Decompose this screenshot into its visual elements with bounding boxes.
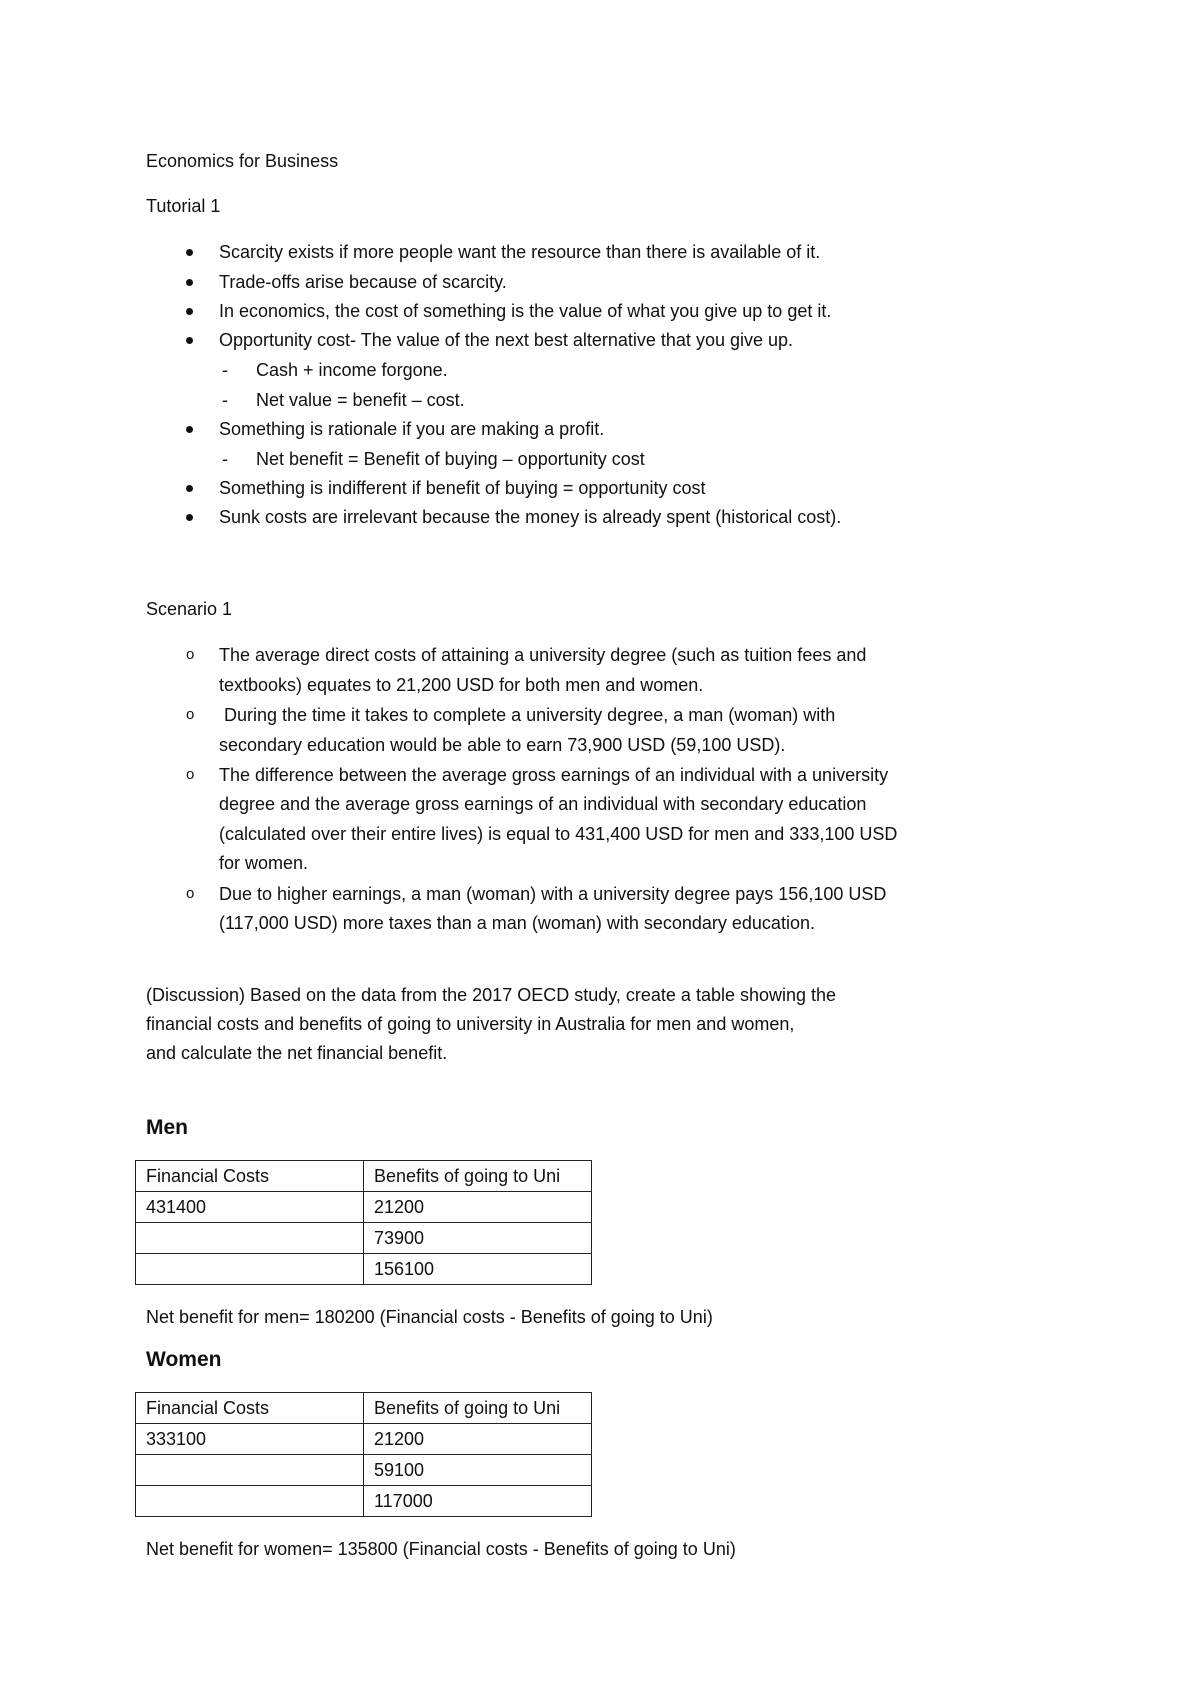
document-page: Economics for Business Tutorial 1 Scarcity exists if more people want the resource than there is available of it. Trade-offs arise because of scarcity. In economics, the cost of something is the value of what you give up to get it. Opportunity cost- The value of the next best alternative that you give up. - Cash + income forgone. - Net value = benefit – cost. Something is rationale if you are making a profit. - Net benefit = Benefit of buying – opportunity cost Something is indifferent if benefit of buying = opportunity cost Sunk costs are irrelevant because the money is already spent (historical cost). Scenario 1 o The average direct costs of attaining a university degree (such as tuition fees and textbooks) equates to 21,200 USD for both men and women. o During the time it takes to complete a university degree, a man (woman) with secondary education would be able to earn 73,900 USD (59,100 USD). o The difference between the average gross earnings of an individual with a university degree and the average gross earnings of an individual with secondary education (calculated over their entire lives) is equal to 431,400 USD for men and 333,100 USD for women. o Due to higher earnings, a man (woman) with a university degree pays 156,100 USD (117,000 USD) more taxes than a man (woman) with secondary education. (Discussion) Based on the data from the 2017 OECD study, create a table showing the financial costs and benefits of going to university in Australia for men and women, and calculate the net financial benefit. Men Financial Costs Benefits of going to Uni 431400 21200 73900 156100 Net benefit for men= 180200 (Financial costs - Benefits of going to Uni) Women Financial Costs Benefits of going to Uni 333100 21200 59100 117000 Net benefit for women= 135800 (Financial costs - Benefits of going to Uni) <box>0 0 1200 1696</box>
women-net-benefit: Net benefit for women= 135800 (Financial costs - Benefits of going to Uni) <box>146 1539 736 1559</box>
tutorial-label: Tutorial 1 <box>146 196 221 216</box>
sub-list-item-text: Net value = benefit – cost. <box>256 390 465 410</box>
bullet-icon <box>186 426 193 433</box>
sub-list-item-text: Cash + income forgone. <box>256 360 448 380</box>
table-cell <box>136 1486 364 1517</box>
table-cell: 117000 <box>364 1486 592 1517</box>
table-row <box>136 1192 592 1223</box>
table-row <box>136 1223 592 1254</box>
document-title: Economics for Business <box>146 151 339 171</box>
table-cell: 156100 <box>364 1254 592 1285</box>
table-header-row <box>136 1393 592 1424</box>
discussion-text: and calculate the net financial benefit. <box>146 1043 448 1063</box>
table-cell: 333100 <box>136 1424 364 1455</box>
women-heading: Women <box>146 1348 222 1371</box>
list-item-text: During the time it takes to complete a university degree, a man (woman) with <box>219 705 836 725</box>
scenario-title: Scenario 1 <box>146 599 233 619</box>
bullet-icon <box>186 337 193 344</box>
list-item-text: Scarcity exists if more people want the resource than there is available of it. <box>219 242 821 262</box>
list-item-text: The average direct costs of attaining a university degree (such as tuition fees and <box>219 645 867 665</box>
table-row <box>136 1254 592 1285</box>
list-item-text: The difference between the average gross earnings of an individual with a university <box>219 765 889 785</box>
men-net-benefit: Net benefit for men= 180200 (Financial costs - Benefits of going to Uni) <box>146 1307 713 1327</box>
list-item-text: Trade-offs arise because of scarcity. <box>219 272 507 292</box>
bullet-icon <box>186 514 193 521</box>
table-cell: 21200 <box>364 1424 592 1455</box>
sub-list-item-text: Net benefit = Benefit of buying – opportunity cost <box>256 449 645 469</box>
list-item-text: In economics, the cost of something is the value of what you give up to get it. <box>219 301 832 321</box>
table-cell: 431400 <box>136 1192 364 1223</box>
table-header-cell: Financial Costs <box>136 1393 364 1424</box>
discussion-text: financial costs and benefits of going to university in Australia for men and women, <box>146 1014 795 1034</box>
table-cell <box>136 1254 364 1285</box>
table-header-cell: Benefits of going to Uni <box>364 1393 592 1424</box>
discussion-text: (Discussion) Based on the data from the 2017 OECD study, create a table showing the <box>146 985 837 1005</box>
table-row <box>136 1455 592 1486</box>
bullet-icon <box>186 308 193 315</box>
list-item-text: Opportunity cost- The value of the next best alternative that you give up. <box>219 330 794 350</box>
table-cell: 73900 <box>364 1223 592 1254</box>
table-row <box>136 1486 592 1517</box>
list-item-text: Sunk costs are irrelevant because the money is already spent (historical cost). <box>219 507 842 527</box>
table-header-cell: Benefits of going to Uni <box>364 1161 592 1192</box>
table-header-row <box>136 1161 592 1192</box>
bullet-icon <box>186 249 193 256</box>
circle-bullet-icon: o <box>186 706 195 723</box>
women-table <box>135 1392 592 1517</box>
circle-bullet-icon: o <box>186 646 195 663</box>
men-table <box>135 1160 592 1285</box>
table-cell <box>136 1223 364 1254</box>
table-cell <box>136 1455 364 1486</box>
table-row <box>136 1424 592 1455</box>
list-item-text: Something is rationale if you are making a profit. <box>219 419 605 439</box>
men-heading: Men <box>146 1116 188 1139</box>
circle-bullet-icon: o <box>186 885 195 902</box>
bullet-icon <box>186 485 193 492</box>
table-cell: 59100 <box>364 1455 592 1486</box>
table-header-cell: Financial Costs <box>136 1161 364 1192</box>
list-item-text: Something is indifferent if benefit of buying = opportunity cost <box>219 478 706 498</box>
table-cell: 21200 <box>364 1192 592 1223</box>
bullet-icon <box>186 279 193 286</box>
circle-bullet-icon: o <box>186 766 195 783</box>
list-item-text: Due to higher earnings, a man (woman) with a university degree pays 156,100 USD <box>219 884 887 904</box>
